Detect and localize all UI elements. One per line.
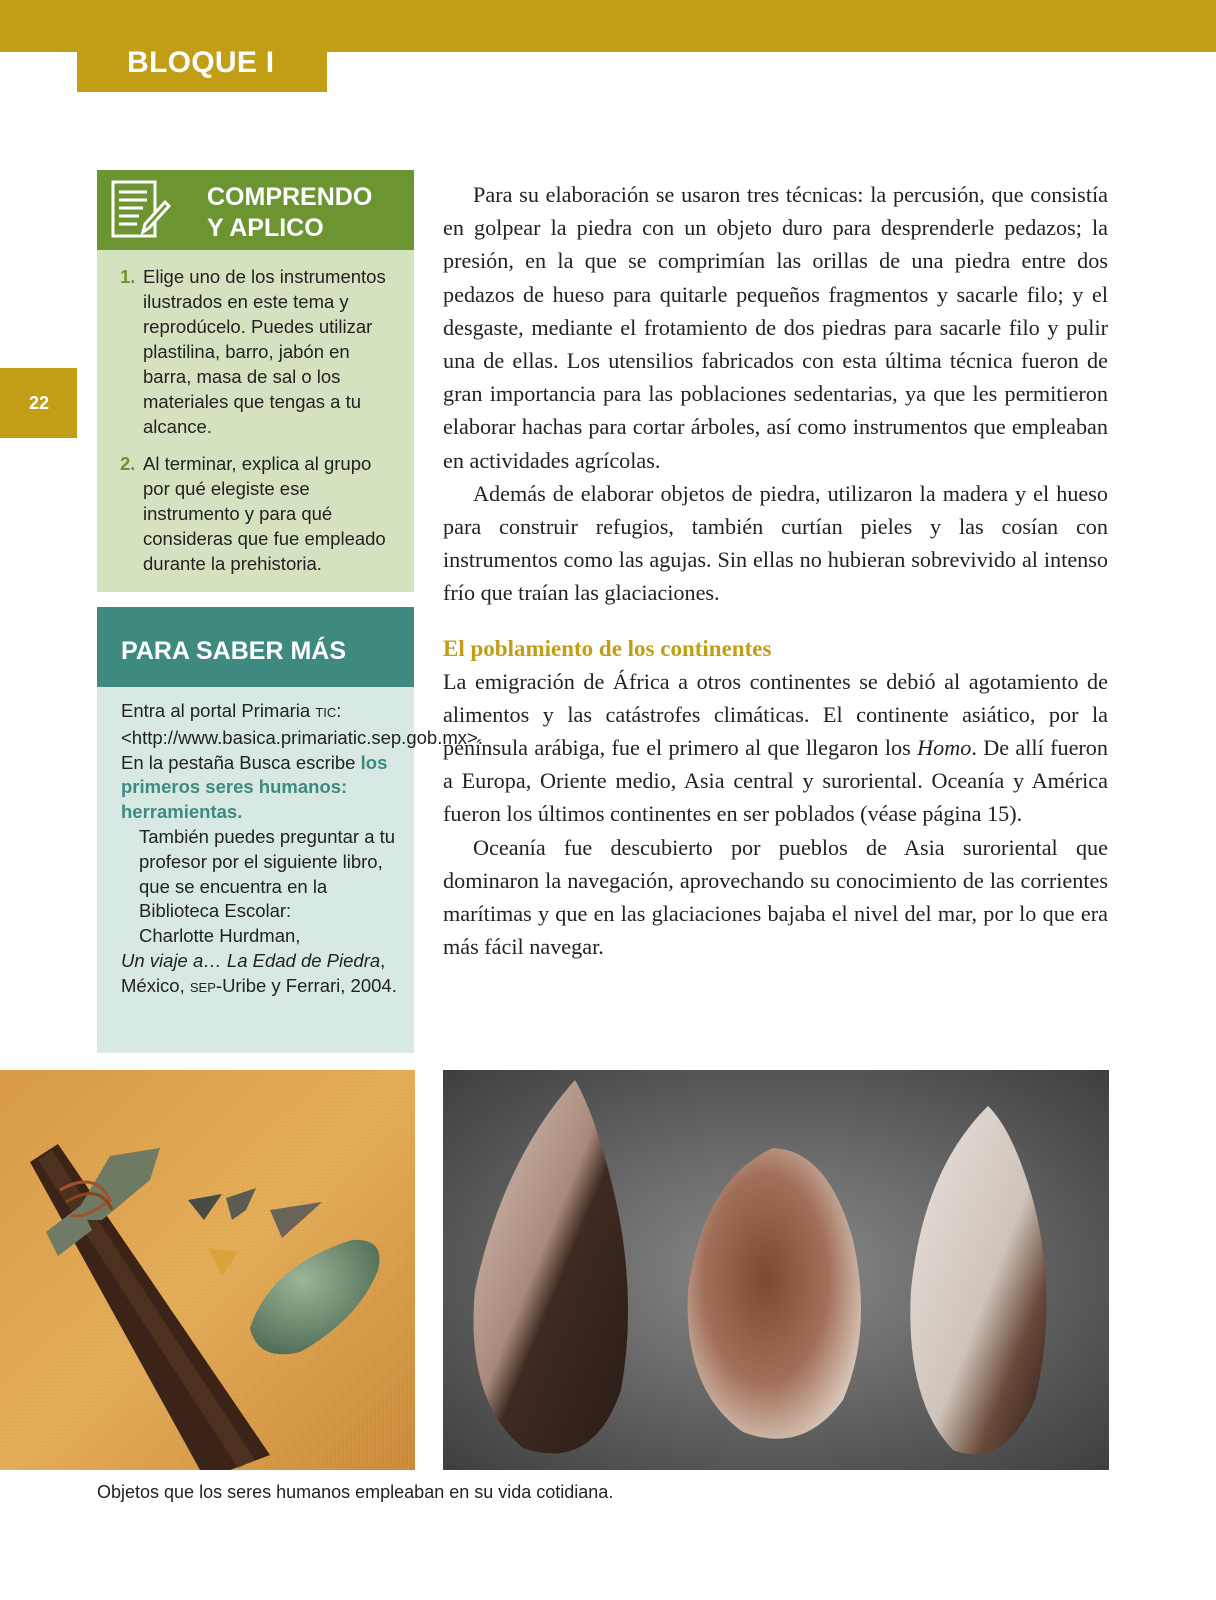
comprendo-title-line2: Y APLICO [207,214,324,242]
saber-body [97,687,483,1053]
notebook-pencil-icon [109,178,171,242]
tic-label: TIC [315,705,337,720]
main-text-part: La emigración de África a otros continentes se debió al agotamiento de alimentos y las catástrofes climáticas. El continente asiático, por la península arábiga, fue el primero al que llegaron los [443,668,1108,761]
saber-paragraph-libro: También puedes preguntar a tu profesor por el siguiente libro, que se encuentra en la Biblioteca Escolar: [139,825,396,922]
main-paragraph-2: Además de elaborar objetos de piedra, utilizaron la madera y el hueso para construir refugios, también curtían pieles y las cosían con instrumentos como las agujas. Sin ellas no hubieran sobrevivido al intenso frío que traían las glaciaciones. [443,480,1108,606]
main-paragraph-3 [443,665,1108,831]
homo-italic: Homo [917,735,972,761]
saber-paragraph-portal [121,699,483,825]
item-text: Elige uno de los instrumentos ilustrados en este tema y reprodúcelo. Puedes utilizar plastilina, barro, jabón en barra, masa de sal o los materiales que tengas a tu alcance. [143,266,386,437]
item-number: 2. [120,453,136,474]
item-text: Al terminar, explica al grupo por qué elegiste ese instrumento y para qué consideras que fue empleado durante la prehistoria. [143,453,386,574]
main-paragraph-4: Oceanía fue descubierto por pueblos de Asia suroriental que dominaron la navegación, aprovechando su conocimiento de las corrientes marítimas y que en las glaciaciones bajaba el nivel del mar, por lo que era más fácil navegar. [443,834,1108,960]
sep-label: SEP [189,979,216,995]
comprendo-title-line1: COMPRENDO [207,183,373,211]
book-title: Un viaje a… La Edad de Piedra [121,949,381,971]
main-text [443,178,1108,963]
list-item [120,264,402,439]
main-text-part: . De allí fueron a Europa, Oriente medio, Asia central y suroriental. Oceanía y América fueron los últimos continentes en ser poblados (véase página 15). [443,735,1108,827]
section-heading: El poblamiento de los continentes [443,635,772,661]
photo-caption: Objetos que los seres humanos empleaban en su vida cotidiana. [97,1482,614,1502]
saber-text-part: : <http://www.basica.primariatic.sep.gob.mx>. En la pestaña Busca escribe [121,700,483,773]
page-number-box [0,368,77,438]
photo-flint-handaxes [443,1070,1109,1470]
item-number: 1. [120,266,136,287]
comprendo-body [97,250,414,592]
saber-text [121,699,483,1001]
saber-paragraph-book [121,949,397,1001]
main-paragraph-1: Para su elaboración se usaron tres técnicas: la percusión, que consistía en golpear la piedra con un objeto duro para desprenderle pedazos; la presión, en la que se comprimían las orillas de una piedra entre dos pedazos de hueso para quitarle pequeños fragmentos y sacarle filo; y el desgaste, mediante el frotamiento de dos piedras para sacarle filo y pulir una de ellas. Los utensilios fabricados con esta última técnica fueron de gran importancia para las poblaciones sedentarias, ya que les permitieron elaborar hachas para cortar árboles, así como instrumentos que empleaban en actividades agrícolas. [443,182,1108,473]
bloque-label: BLOQUE I [127,46,275,79]
list-item [120,451,402,576]
saber-title: PARA SABER MÁS [121,637,347,665]
bloque-tab [77,44,327,92]
search-term-highlight: los primeros seres humanos: herramientas. [121,751,388,823]
saber-paragraph-author [121,924,397,949]
saber-text-part: -Uribe y Ferrari, 2004. [215,974,397,996]
comprendo-header [97,170,414,250]
page-number: 22 [29,393,50,413]
comprendo-list [120,264,402,588]
saber-text-part: Entra al portal Primaria [121,700,316,721]
saber-text-part: , México, [121,949,386,996]
saber-header [97,607,414,687]
comprendo-title [207,182,372,244]
photo-stone-tools [0,1070,415,1470]
book-author: Charlotte Hurdman, [139,925,301,947]
